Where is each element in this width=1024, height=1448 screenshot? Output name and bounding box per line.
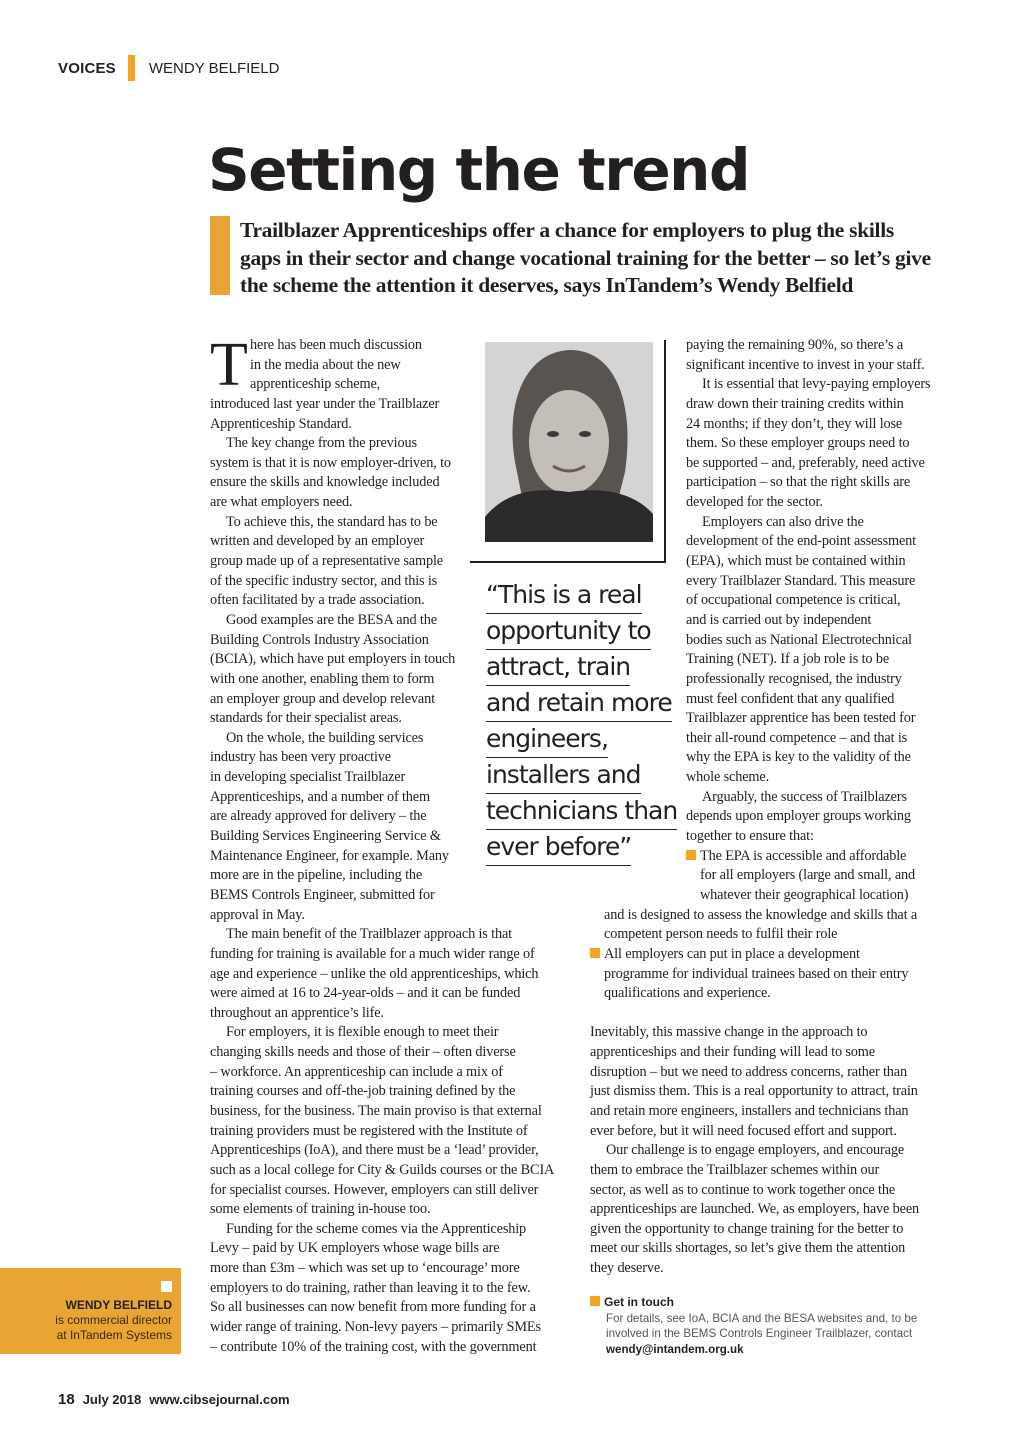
get-in-touch-box [590,1295,917,1357]
body-line: – contribute 10% of the training cost, with the government [210,1338,537,1355]
get-in-touch-text: involved in the BEMS Controls Engineer Trailblazer, contact [606,1327,913,1340]
body-line: Trailblazer apprentice has been tested for [686,710,916,727]
bio-role-line: is commercial director [55,1313,172,1327]
bio-square-icon [161,1281,172,1292]
body-line: throughout an apprentice’s life. [210,1004,384,1021]
website-link[interactable]: www.cibsejournal.com [149,1392,290,1407]
body-line: why the EPA is key to the validity of the [686,749,911,766]
standfirst [240,217,931,300]
body-line: such as a local college for City & Guilds courses or the BCIA [210,1161,555,1178]
body-line: business, for the business. The main proviso is that external [210,1102,542,1119]
body-line: participation – so that the right skills are [686,474,911,491]
pull-quote-line: engineers, [486,722,608,758]
body-line: every Trailblazer Standard. This measure [686,572,916,589]
bio-name: WENDY BELFIELD [65,1298,172,1312]
bullet-line: programme for individual trainees based on their entry [604,965,909,982]
body-line: Maintenance Engineer, for example. Many [210,847,449,864]
body-line: group made up of a representative sample [210,553,443,570]
header-divider [128,55,135,81]
body-line: It is essential that levy-paying employers [702,376,931,393]
body-line: employers to do training, rather than leaving it to the few. [210,1279,531,1296]
standfirst-line: gaps in their sector and change vocational training for the better – so let’s give [240,245,931,270]
body-line: Building Controls Industry Association [210,631,429,648]
body-line: The main benefit of the Trailblazer approach is that [226,926,512,943]
contact-email-link[interactable]: wendy@intandem.org.uk [606,1342,744,1356]
body-line: are already approved for delivery – the [210,808,427,825]
body-line: often facilitated by a trade association. [210,592,425,609]
standfirst-text: the scheme the attention it deserves, says InTandem’s [240,273,717,297]
body-line: changing skills needs and those of their – often diverse [210,1044,516,1061]
body-line: together to ensure that: [686,828,814,845]
body-line: apprenticeship scheme, [250,376,381,393]
body-line: of the specific industry sector, and this is [210,572,438,589]
body-line: wider range of training. Non-levy payers – primarily SMEs [210,1319,541,1336]
spacer [590,1004,930,1024]
body-line: their all-round competence – and that is [686,729,908,746]
body-line: Building Services Engineering Service & [210,828,441,845]
body-line: Arguably, the success of Trailblazers [702,788,907,805]
body-line: Apprenticeship Standard. [210,415,352,432]
body-line: them to embrace the Trailblazer schemes within our [590,1161,880,1178]
body-line: were aimed at 16 to 24-year-olds – and it can be funded [210,985,521,1002]
page-footer [58,1391,290,1408]
body-line: them. So these employer groups need to [686,435,910,452]
body-line: Our challenge is to engage employers, and encourage [606,1142,905,1159]
article-title: Setting the trend [208,136,749,204]
body-line: The key change from the previous [226,435,417,452]
body-line: be supported – and, preferably, need active [686,454,925,471]
standfirst-line [240,272,931,300]
body-line: and is carried out by independent [686,611,872,628]
body-line: ensure the skills and knowledge included [210,474,440,491]
body-line: bodies such as National Electrotechnical [686,631,912,648]
body-line: some elements of training in-house too. [210,1201,431,1218]
bullet-square-icon [590,948,600,958]
drop-cap: T [210,331,248,399]
standfirst-author: Wendy Belfield [716,273,854,297]
bullet-line: for all employers (large and small, and [700,867,916,884]
body-line: To achieve this, the standard has to be [226,513,438,530]
page-number: 18 [58,1391,75,1408]
body-line: funding for training is available for a much wider range of [210,945,535,962]
body-line: here has been much discussion [250,337,422,353]
body-line: training providers must be registered with the Institute of [210,1122,528,1139]
body-line: must feel confident that any qualified [686,690,895,707]
bullet-line: competent person needs to fulfil their role [604,926,838,943]
pull-quote-line: and retain more [486,686,672,722]
body-line: industry has been very proactive [210,749,391,766]
bullet-square-icon [686,850,696,860]
body-column-right [590,336,930,1279]
body-line: just dismiss them. This is a real opportunity to attract, train [590,1083,918,1100]
body-line: depends upon employer groups working [686,808,911,825]
body-line: meet our skills shortages, so let’s give them the attention [590,1240,906,1257]
pull-quote-line: “This is a real [486,578,642,614]
body-line: with one another, enabling them to form [210,670,435,687]
author-label: WENDY BELFIELD [148,59,280,77]
body-line: introduced last year under the Trailblazer [210,395,440,412]
body-line: For employers, it is flexible enough to meet their [226,1024,499,1041]
section-label: VOICES [58,59,116,77]
body-line: professionally recognised, the industry [686,670,902,687]
get-in-touch-heading: Get in touch [604,1295,674,1309]
bio-role-line: at InTandem Systems [56,1328,172,1342]
body-line: developed for the sector. [686,494,823,511]
body-line: 24 months; if they don’t, they will lose [686,415,903,432]
bullet-line: whatever their geographical location) [700,886,909,903]
author-bio-box [0,1268,181,1354]
body-line: Good examples are the BESA and the [226,611,437,628]
body-line: more than £3m – which was set up to ‘encourage’ more [210,1260,520,1277]
body-line: approval in May. [210,906,305,923]
body-line: On the whole, the building services [226,729,424,746]
body-line: age and experience – unlike the old apprenticeships, which [210,965,539,982]
body-line: written and developed by an employer [210,533,425,550]
body-line: training courses and off-the-job training defined by the [210,1083,516,1100]
pull-quote-line: ever before” [486,830,631,866]
body-line: they deserve. [590,1260,664,1277]
bullet-line: The EPA is accessible and affordable [590,847,930,867]
body-line: Inevitably, this massive change in the approach to [590,1024,868,1041]
body-line: Levy – paid by UK employers whose wage bills are [210,1240,500,1257]
body-line: Apprenticeships, and a number of them [210,788,430,805]
body-line: (BCIA), which have put employers in touch [210,651,456,668]
bullet-square-icon [590,1296,600,1306]
body-line: draw down their training credits within [686,395,904,412]
body-line: development of the end-point assessment [686,533,916,550]
body-line: Apprenticeships (IoA), and there must be a ‘lead’ provider, [210,1142,539,1159]
body-line: sector, as well as to continue to work together once the [590,1181,896,1198]
body-line: for specialist courses. However, employers can still deliver [210,1181,539,1198]
section-header [58,55,279,81]
pull-quote-line: technicians than [486,794,677,830]
body-line: Employers can also drive the [702,513,864,530]
body-line: system is that it is now employer-driven, to [210,454,451,471]
body-line: standards for their specialist areas. [210,710,402,727]
body-line: (EPA), which must be contained within [686,553,906,570]
body-line: of occupational competence is critical, [686,592,901,609]
body-line: are what employers need. [210,494,353,511]
pull-quote-line: opportunity to [486,614,651,650]
pull-quote-line: attract, train [486,650,630,686]
body-line: whole scheme. [686,769,770,786]
issue-date: July 2018 [82,1392,142,1407]
body-line: So all businesses can now benefit from more funding for a [210,1299,536,1316]
body-line: paying the remaining 90%, so there’s a [686,337,904,353]
bio-role [55,1313,172,1343]
get-in-touch-text: For details, see IoA, BCIA and the BESA websites and, to be [606,1311,918,1325]
bullet-line: qualifications and experience. [604,985,771,1002]
body-line: Funding for the scheme comes via the Apprenticeship [226,1220,527,1237]
bullet-line: All employers can put in place a development [590,945,930,965]
body-line: disruption – but we need to address concerns, rather than [590,1063,908,1080]
body-line: apprenticeships are launched. We, as employers, have been [590,1201,920,1218]
body-line: – workforce. An apprenticeship can include a mix of [210,1063,503,1080]
body-line: in the media about the new [250,356,401,373]
standfirst-accent-bar [210,216,230,295]
body-line: in developing specialist Trailblazer [210,769,406,786]
standfirst-line: Trailblazer Apprenticeships offer a chance for employers to plug the skills [240,218,894,242]
body-line: apprenticeships and their funding will lead to some [590,1044,875,1061]
body-line: BEMS Controls Engineer, submitted for [210,886,435,903]
pull-quote-line: installers and [486,758,641,794]
body-line: an employer group and develop relevant [210,690,435,707]
body-line: Training (NET). If a job role is to be [686,651,890,668]
body-line: ever before, but it will need focused effort and support. [590,1122,897,1139]
body-line: and retain more engineers, installers and technicians than [590,1102,909,1119]
bullet-line: and is designed to assess the knowledge and skills that a [604,906,918,923]
body-line: significant incentive to invest in your staff. [686,356,925,373]
body-line: more are in the pipeline, including the [210,867,423,884]
body-line: given the opportunity to change training for the better to [590,1220,904,1237]
